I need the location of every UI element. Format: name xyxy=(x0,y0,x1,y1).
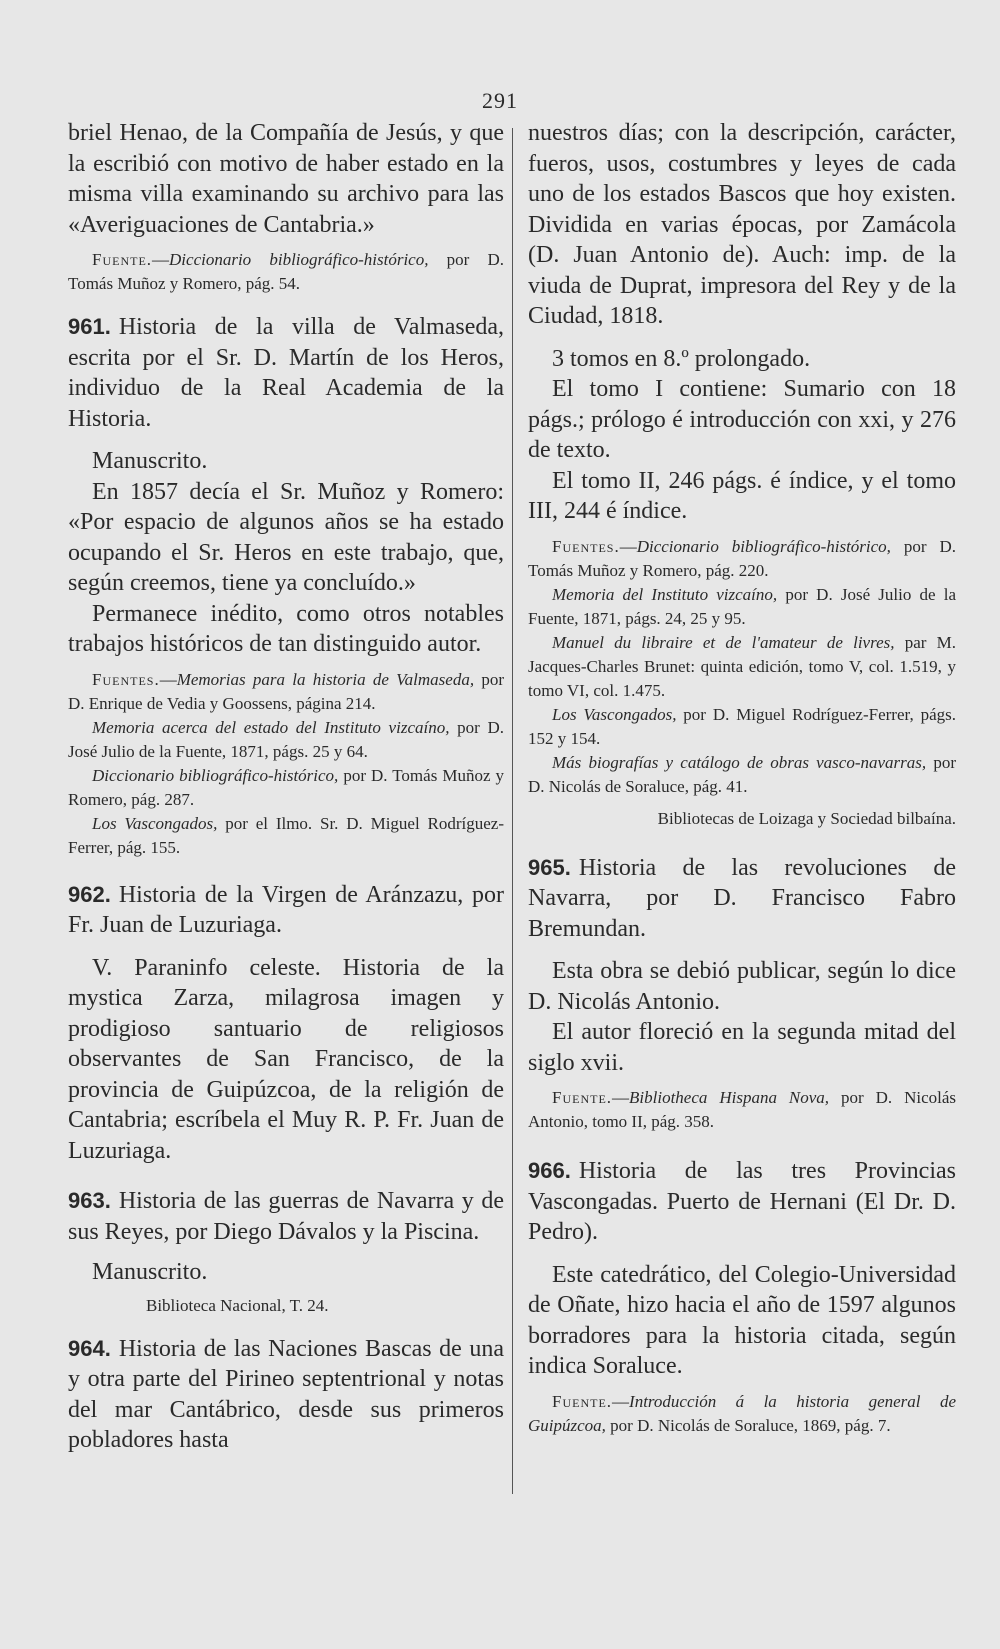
source-note: Fuente.—Bibliotheca Hispana Nova, por D. Nicolás Antonio, tomo II, pág. 358. xyxy=(528,1088,956,1131)
source-note: Diccionario bibliográfico-histórico, por D. Tomás Muñoz y Romero, pág. 287. xyxy=(68,765,505,809)
library-note: Bibliotecas de Loizaga y Sociedad bilbaína. xyxy=(657,808,956,828)
entry-964-text: 3 tomos en 8.º prolongado. xyxy=(552,345,811,372)
source-note: Más biografías y catálogo de obras vasco-navarras, por D. Nicolás de Soraluce, pág. 41. xyxy=(528,752,956,796)
entry-961-text: Manuscrito. xyxy=(92,448,208,474)
source-note: Memoria del Instituto vizcaíno, por D. José Julio de la Fuente, 1871, págs. 24, 25 y 95. xyxy=(528,584,957,628)
source-note: Memoria acerca del estado del Instituto vizcaíno, por D. José Julio de la Fuente, 1871, págs. 25 y 64. xyxy=(68,717,504,761)
source-note: Los Vascongados, por D. Miguel Rodríguez-Ferrer, págs. 152 y 154. xyxy=(528,704,956,748)
page-number: 291 xyxy=(482,88,518,113)
entry-963-text: Manuscrito. xyxy=(92,1259,208,1285)
entry-964-continuation: nuestros días; con la descripción, carácter, fueros, usos, costumbres y leyes de cada uno de los estados Bascos que hoy existen. Dividida en varias épocas, por Zamácola (D. Juan Antonio de). Auch: imp. de la viuda de Duprat, impresora del Rey y de la Ciudad, 1818. xyxy=(528,120,956,329)
library-note: Biblioteca Nacional, T. 24. xyxy=(146,1295,329,1315)
source-note: Los Vascongados, por el Ilmo. Sr. D. Miguel Rodríguez-Ferrer, pág. 155. xyxy=(68,813,504,857)
right-column xyxy=(528,118,956,1438)
entry-964-heading: 964. Historia de las Naciones Bascas de una y otra parte del Pirineo septentrional y notas del mar Cantábrico, desde sus primeros pobladores hasta xyxy=(68,1335,504,1453)
source-note: Fuentes.—Diccionario bibliográfico-histórico, por D. Tomás Muñoz y Romero, pág. 220. xyxy=(528,536,956,580)
source-note: Fuente.—Diccionario bibliográfico-histórico, por D. Tomás Muñoz y Romero, pág. 54. xyxy=(68,250,504,293)
entry-963-heading: 963. Historia de las guerras de Navarra y de sus Reyes, por Diego Dávalos y la Piscina. xyxy=(68,1188,504,1245)
column-divider xyxy=(512,128,513,1494)
entry-961-heading: 961. Historia de la villa de Valmaseda, escrita por el Sr. D. Martín de los Heros, individuo de la Real Academia de la Historia. xyxy=(68,314,504,432)
entry-965-text: Esta obra se debió publicar, según lo dice D. Nicolás Antonio. xyxy=(528,958,956,1015)
entry-965-text: El autor floreció en la segunda mitad del siglo xvii. xyxy=(528,1019,956,1076)
entry-966-heading: 966. Historia de las tres Provincias Vascongadas. Puerto de Hernani (El Dr. D. Pedro). xyxy=(528,1158,956,1245)
entry-962-heading: 962. Historia de la Virgen de Aránzazu, por Fr. Juan de Luzuriaga. xyxy=(68,881,504,938)
entry-961-text: Permanece inédito, como otros notables trabajos históricos de tan distinguido autor. xyxy=(68,600,504,657)
entry-962-text: V. Paraninfo celeste. Historia de la mystica Zarza, milagrosa imagen y prodigioso santuario de religiosos observantes de San Francisco, de la provincia de Guipúzcoa, de la religión de Cantabria; escríbela el Muy R. P. Fr. Juan de Luzuriaga. xyxy=(68,954,504,1164)
source-note: Manuel du libraire et de l'amateur de livres, par M. Jacques-Charles Brunet: quinta edición, tomo V, col. 1.519, y tomo VI, col. 1.475. xyxy=(528,632,956,700)
source-note: Fuentes.—Memorias para la historia de Valmaseda, por D. Enrique de Vedia y Goossens, página 214. xyxy=(68,669,504,713)
entry-964-text: El tomo II, 246 págs. é índice, y el tomo III, 244 é índice. xyxy=(528,467,956,524)
source-note: Fuente.—Introducción á la historia general de Guipúzcoa, por D. Nicolás de Soraluce, 1869, pág. 7. xyxy=(528,1391,956,1435)
entry-965-heading: 965. Historia de las revoluciones de Navarra, por D. Francisco Fabro Bremundan. xyxy=(528,854,956,942)
left-column xyxy=(68,118,504,1456)
entry-961-text: En 1857 decía el Sr. Muñoz y Romero: «Por espacio de algunos años se ha estado ocupando el Sr. Heros en este trabajo, que, según creemos, tiene ya concluído.» xyxy=(68,478,504,596)
continuation-text: briel Henao, de la Compañía de Jesús, y que la escribió con motivo de haber estado en la misma villa examinando su archivo para las «Averiguaciones de Cantabria.» xyxy=(68,120,504,238)
entry-964-text: El tomo I contiene: Sumario con 18 págs.; prólogo é introducción con xxi, y 276 de texto. xyxy=(528,376,956,463)
entry-966-text: Este catedrático, del Colegio-Universidad de Oñate, hizo hacia el año de 1597 algunos borradores para la historia citada, según indica Soraluce. xyxy=(528,1261,956,1379)
